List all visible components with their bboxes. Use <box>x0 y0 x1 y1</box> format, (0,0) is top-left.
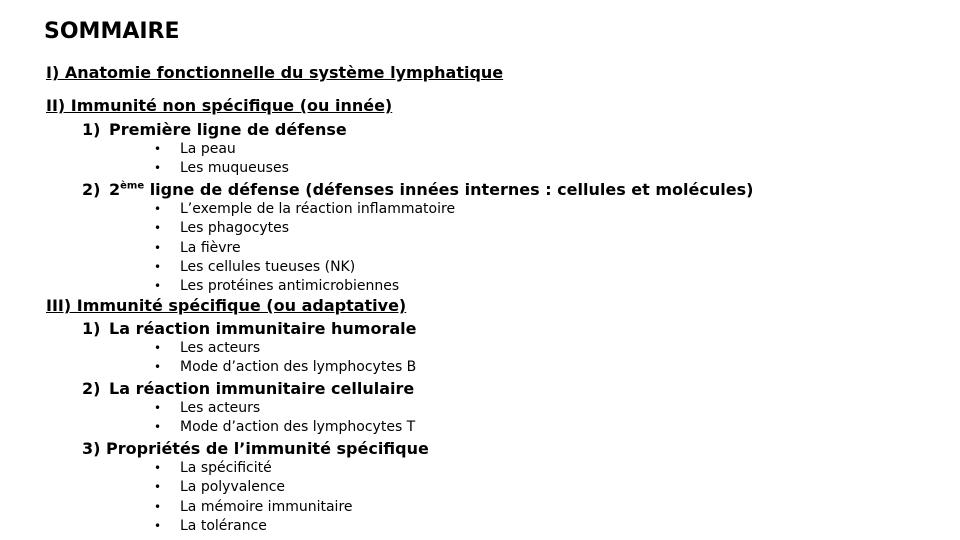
section-2-2-list <box>154 200 455 296</box>
section-3-1-label: La réaction immunitaire humorale <box>109 319 417 338</box>
section-2-2-heading: 2) 2ème ligne de défense (défenses innées internes : cellules et molécules) <box>82 180 754 199</box>
list-item: • L’exemple de la réaction inflammatoire <box>154 200 455 219</box>
section-3-1-list <box>154 339 416 378</box>
section-2-2-number: 2) <box>82 180 101 199</box>
list-item: • Mode d’action des lymphocytes T <box>154 418 415 437</box>
section-3-2-number: 2) <box>82 379 101 398</box>
list-item: • Les acteurs <box>154 399 415 418</box>
list-item: • La mémoire immunitaire <box>154 498 353 517</box>
bullet-icon: • <box>154 401 162 415</box>
list-item: • Les acteurs <box>154 339 416 358</box>
section-3-1-heading <box>82 319 416 339</box>
list-item: • La spécificité <box>154 459 353 478</box>
bullet-icon: • <box>154 202 162 216</box>
bullet-icon: • <box>154 221 162 236</box>
bullet-icon: • <box>154 360 162 375</box>
bullet-icon: • <box>154 240 162 255</box>
bullet-icon: • <box>154 161 162 176</box>
list-item: • Les phagocytes <box>154 219 455 238</box>
list-item: • La tolérance <box>154 517 353 536</box>
section-3-2-label: La réaction immunitaire cellulaire <box>109 379 415 398</box>
list-item: • La polyvalence <box>154 478 353 497</box>
section-3-3-list <box>154 459 353 536</box>
bullet-icon: • <box>154 480 162 495</box>
list-item: • La peau <box>154 140 289 159</box>
section-1-heading: I) Anatomie fonctionnelle du système lymphatique <box>46 63 504 82</box>
bullet-icon: • <box>154 341 162 355</box>
section-3-heading: III) Immunité spécifique (ou adaptative) <box>46 296 407 315</box>
list-item: • Les cellules tueuses (NK) <box>154 258 455 277</box>
list-item: • La fièvre <box>154 239 455 258</box>
section-3-2-heading <box>82 379 414 399</box>
list-item: • Les muqueuses <box>154 159 289 178</box>
section-2-1-list <box>154 140 289 179</box>
bullet-icon: • <box>154 279 162 294</box>
bullet-icon: • <box>154 518 162 533</box>
section-3-2-list <box>154 399 415 438</box>
bullet-icon: • <box>154 420 162 435</box>
section-2-1-number: 1) <box>82 120 101 139</box>
section-3-3-heading: 3) Propriétés de l’immunité spécifique <box>82 439 429 458</box>
section-2-1-heading <box>82 120 347 140</box>
section-2-1-label: Première ligne de défense <box>109 120 347 139</box>
bullet-icon: • <box>154 461 162 475</box>
bullet-icon: • <box>154 499 162 514</box>
section-2-heading: II) Immunité non spécifique (ou innée) <box>46 96 393 115</box>
section-3-1-number: 1) <box>82 319 101 338</box>
list-item: • Les protéines antimicrobiennes <box>154 277 455 296</box>
bullet-icon: • <box>154 259 162 274</box>
page-title: SOMMAIRE <box>44 19 180 44</box>
bullet-icon: • <box>154 142 162 156</box>
list-item: • Mode d’action des lymphocytes B <box>154 358 416 377</box>
